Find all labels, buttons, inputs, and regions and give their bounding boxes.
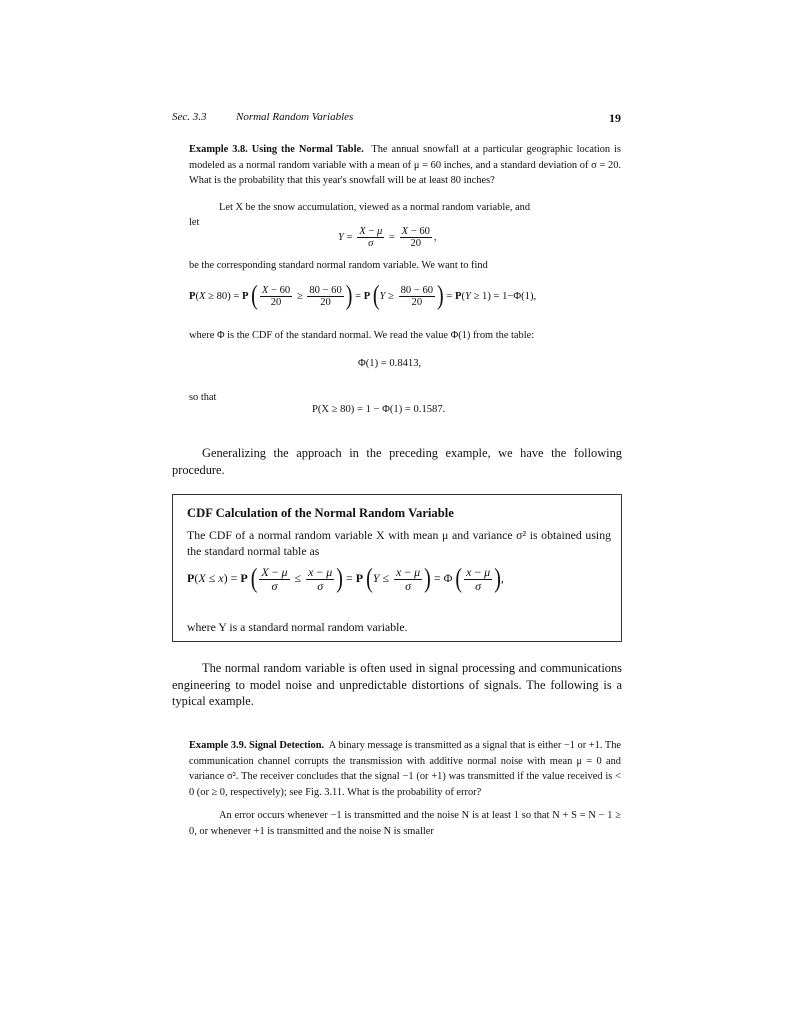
example-3-9-heading: Example 3.9. Signal Detection.: [189, 740, 325, 751]
cdf-box-title: CDF Calculation of the Normal Random Variable: [187, 506, 454, 520]
result-equation: P(X ≥ 80) = 1 − Φ(1) = 0.1587.: [312, 404, 446, 415]
probability-equation: P(X ≥ 80) = P ( $\frac{X - 60}{20}$ ≥ $\frac{80 - 60}{20}$ ) = P (Y ≥ $\frac{80 - 60}{20}$ ) = P(Y ≥ 1) = 1−Φ(1),: [189, 281, 537, 311]
running-header-title: Normal Random Variables: [236, 111, 354, 123]
page-number: 19: [609, 111, 621, 125]
example-3-9-error-line: An error occurs whenever −1 is transmitted and the noise N is at least 1 so that N + S = N − 1 ≥ 0, or whenever +1 is transmitted and the noise N is smaller: [189, 810, 621, 837]
normal-rv-paragraph: The normal random variable is often used in signal processing and communications engineering to model noise and unpredictable distortions of signals. The following is a typical example.: [172, 661, 622, 708]
example-3-8-intro: The annual snowfall at a particular geographic location is modeled as a normal random variable with a mean of μ = 60 inches, and a standard deviation of σ = 20. What is the probability that this year's snowfall will be at least 80 inches?: [189, 144, 621, 186]
cdf-box-where-line: where Y is a standard normal random variable.: [187, 620, 408, 634]
example-3-8-let-word: let: [189, 217, 200, 228]
example-3-8-heading: Example 3.8. Using the Normal Table.: [189, 144, 364, 155]
phi-value-equation: Φ(1) = 0.8413,: [358, 358, 422, 369]
example-3-9-body: A binary message is transmitted as a signal that is either −1 or +1. The communication channel corrupts the transmission with additive normal noise with mean μ = 0 and variance σ². The receiver concludes that the signal −1 (or +1) was transmitted if the value received is < 0 (or ≥ 0, respectively); see Fig. 3.11. What is the probability of error?: [189, 740, 622, 798]
cdf-equation: P(X ≤ x) = P ( $\frac{X - \mu}{\sigma}$ ≤ $\frac{x - \mu}{\sigma}$ ) = P (Y ≤ $\frac{x - \mu}{\sigma}$ ) = Φ ( $\frac{x - \mu}{\sigma}$ ),: [187, 563, 504, 594]
example-3-9-paragraph: [189, 738, 621, 800]
generalizing-paragraph: Generalizing the approach in the preceding example, we have the following procedure.: [172, 446, 622, 477]
example-3-8-std-line: be the corresponding standard normal random variable. We want to find: [189, 260, 488, 271]
standardization-equation: Y = $\frac{X - \mu}{\sigma}$ = $\frac{X - 60}{20}$ ,: [338, 226, 437, 250]
example-3-8-where-line: where Φ is the CDF of the standard normal. We read the value Φ(1) from the table:: [189, 330, 535, 341]
example-3-8-so-that: so that: [189, 392, 217, 403]
example-3-8-paragraph: [189, 142, 621, 189]
cdf-box-body: The CDF of a normal random variable X with mean μ and variance σ² is obtained using the standard normal table as: [187, 528, 611, 558]
running-header-section: Sec. 3.3: [172, 111, 207, 123]
example-3-8-let-line: Let X be the snow accumulation, viewed as a normal random variable, and: [219, 202, 531, 213]
